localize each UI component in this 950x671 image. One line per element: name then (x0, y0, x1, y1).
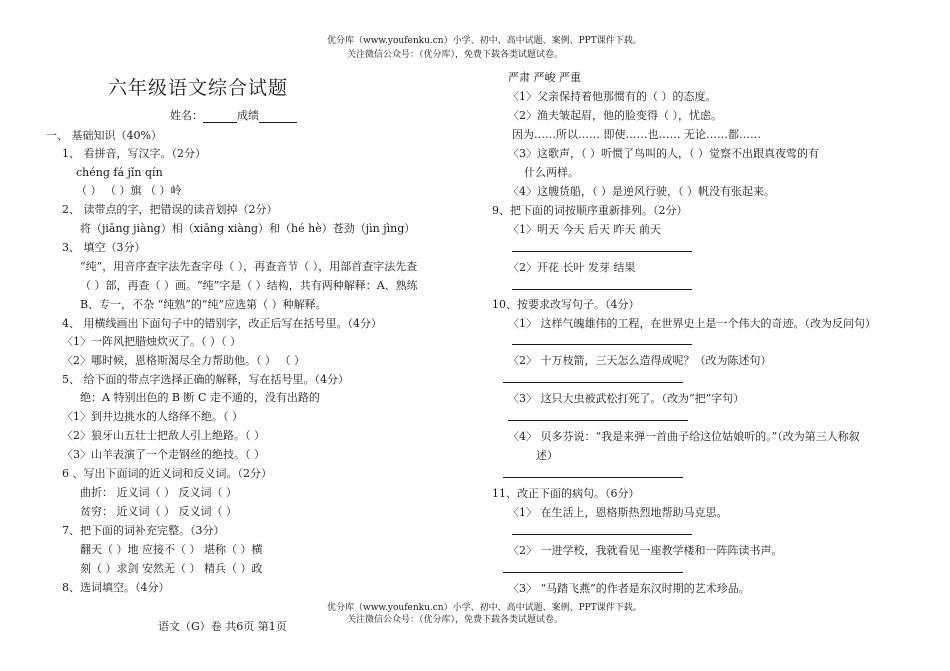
question-5: 5、 给下面的带点字选择正确的解释，写在括号里。（4分） (62, 373, 349, 386)
question-4-item-1: 〈1〉一阵风把腊烛炊灭了。（ ）（ ） (62, 335, 241, 348)
question-5-item-3: 〈3〉山羊表演了一个走钢丝的绝技。（ ） (62, 448, 265, 461)
question-4: 4、 用横线画出下面句子中的错别字，改正后写在括号里。（4分） (62, 317, 382, 330)
score-blank (259, 110, 297, 123)
question-8-item-1: 〈1〉父亲保持着他那惯有的（ ）的态度。 (508, 90, 717, 103)
answer-line (512, 534, 692, 535)
name-label: 姓名： (170, 109, 203, 122)
question-6: 6 、写出下面词的近义词和反义词。（2分） (62, 467, 272, 480)
question-10-item-1: 〈1〉 这样气魄雄伟的工程，在世界史上是一个伟大的奇迹。（改为反问句） (508, 317, 876, 330)
question-9-item-2: 〈2〉开花 长叶 发芽 结果 (508, 261, 636, 274)
footer-line-2: 关注微信公众号：（优分库），免费下载各类试题试卷。 (347, 615, 564, 625)
name-blank (203, 110, 237, 123)
question-8-conjunctions: 因为……所以…… 即使……也…… 无论……都…… (512, 128, 761, 141)
name-score-line (170, 109, 297, 123)
question-8-item-2: 〈2〉渔夫皱起眉，他的脸变得（ ），忧虑。 (508, 109, 722, 122)
question-11-item-3: 〈3〉 “马踏飞燕”的作者是东汉时期的艺术珍品。 (508, 582, 750, 595)
answer-line (503, 382, 683, 383)
question-2-body: 将（jiāng jiàng）相（xiāng xiàng）和（hé hè）苍劲（jìn jìng） (80, 222, 416, 235)
page-title: 六年级语文综合试题 (108, 77, 289, 99)
question-9-item-1: 〈1〉明天 今天 后天 昨天 前天 (508, 223, 661, 236)
answer-line (503, 477, 683, 478)
question-8-item-3: 〈3〉这歌声，（ ）听惯了鸟叫的人，（ ）觉察不出跟真夜莺的有 (508, 147, 819, 160)
question-10: 10、按要求改写句子。（4分） (492, 298, 640, 311)
question-8: 8、选词填空。（4分） (62, 581, 170, 594)
header-line-1: 优分库（www.youfenku.cn）小学、初中、高中试题、案例、PPT课件下载。 (327, 36, 642, 46)
question-8-words: 严肃 严峻 严重 (508, 71, 581, 84)
answer-line (512, 251, 692, 252)
question-9: 9、把下面的词按顺序重新排列。（2分） (492, 204, 688, 217)
question-3-line-1: “纯”，用音序查字法先查字母（ ），再查音节（ ），用部首查字法先查 (80, 260, 418, 273)
answer-line (512, 289, 692, 290)
question-7-row-1: 翻天（ ）地 应接不（ ） 堪称（ ）横 (80, 543, 263, 556)
question-10-item-4: 〈4〉 贝多芬说：“我是来弹一首曲子给这位姑娘听的。”（改为第三人称叙 (508, 430, 860, 443)
question-11-item-2: 〈2〉 一进学校，我就看见一座教学楼和一阵阵读书声。 (508, 544, 783, 557)
answer-line (508, 420, 688, 421)
question-3-line-3: B、专一，不杂 “纯熟”的“纯”应选第（ ）种解释。 (80, 298, 327, 311)
question-6-item-2: 贫穷： 近义词（ ） 反义词（ ） (80, 505, 237, 518)
question-8-item-3-cont: 什么两样。 (524, 166, 579, 179)
question-10-item-3: 〈3〉 这只大虫被武松打死了。（改为“把”字句） (508, 392, 745, 405)
answer-line (512, 344, 692, 345)
question-1-blanks: （ ） （ ）旗 （ ）岭 (76, 184, 182, 197)
question-7-row-2: 刻（ ）求剑 安然无（ ） 精兵（ ）政 (80, 562, 263, 575)
page-number: 语文（G）卷 共6页 第1页 (158, 620, 287, 633)
question-10-item-4-cont: 述） (536, 449, 558, 462)
question-11-item-1: 〈1〉 在生活上，恩格斯热烈地帮助马克思。 (508, 506, 728, 519)
question-3: 3、 填空（3分） (62, 241, 146, 254)
question-5-item-2: 〈2〉狼牙山五壮士把敌人引上绝路。（ ） (62, 429, 265, 442)
question-11: 11、改正下面的病句。（6分） (492, 487, 640, 500)
question-7: 7、把下面的词补充完整。（3分） (62, 524, 225, 537)
question-1-pinyin: chéng fá jǐn qín (76, 166, 163, 179)
score-label: 成绩 (237, 109, 259, 122)
question-1: 1、 看拼音，写汉字。（2分） (62, 147, 206, 160)
question-5-options: 绝：A 特别出色的 B 断 C 走不通的，没有出路的 (80, 391, 320, 404)
header-line-2: 关注微信公众号：（优分库），免费下载各类试题试卷。 (347, 50, 564, 60)
question-6-item-1: 曲折： 近义词（ ） 反义词（ ） (80, 486, 237, 499)
question-5-item-1: 〈1〉到井边挑水的人络绎不绝。（ ） (62, 410, 243, 423)
question-10-item-2: 〈2〉 十万枝箭，三天怎么造得成呢？（改为陈述句） (508, 354, 772, 367)
section-heading: 一、 基础知识（40%） (46, 129, 162, 142)
answer-line (503, 572, 683, 573)
footer-line-1: 优分库（www.youfenku.cn）小学、初中、高中试题、案例、PPT课件下载。 (327, 603, 642, 613)
question-3-line-2: （ ）部，再查（ ）画。“纯”字是（ ）结构，共有两种解释：A、熟练 (80, 279, 418, 292)
question-8-item-4: 〈4〉这艘货船，（ ）是逆风行驶，（ ）帆没有张起来。 (508, 185, 775, 198)
question-4-item-2: 〈2〉哪时候，恩格斯渴尽全力帮助他。（ ） （ ） (62, 354, 305, 367)
question-2: 2、 读带点的字，把错误的读音划掉（2分） (62, 203, 278, 216)
